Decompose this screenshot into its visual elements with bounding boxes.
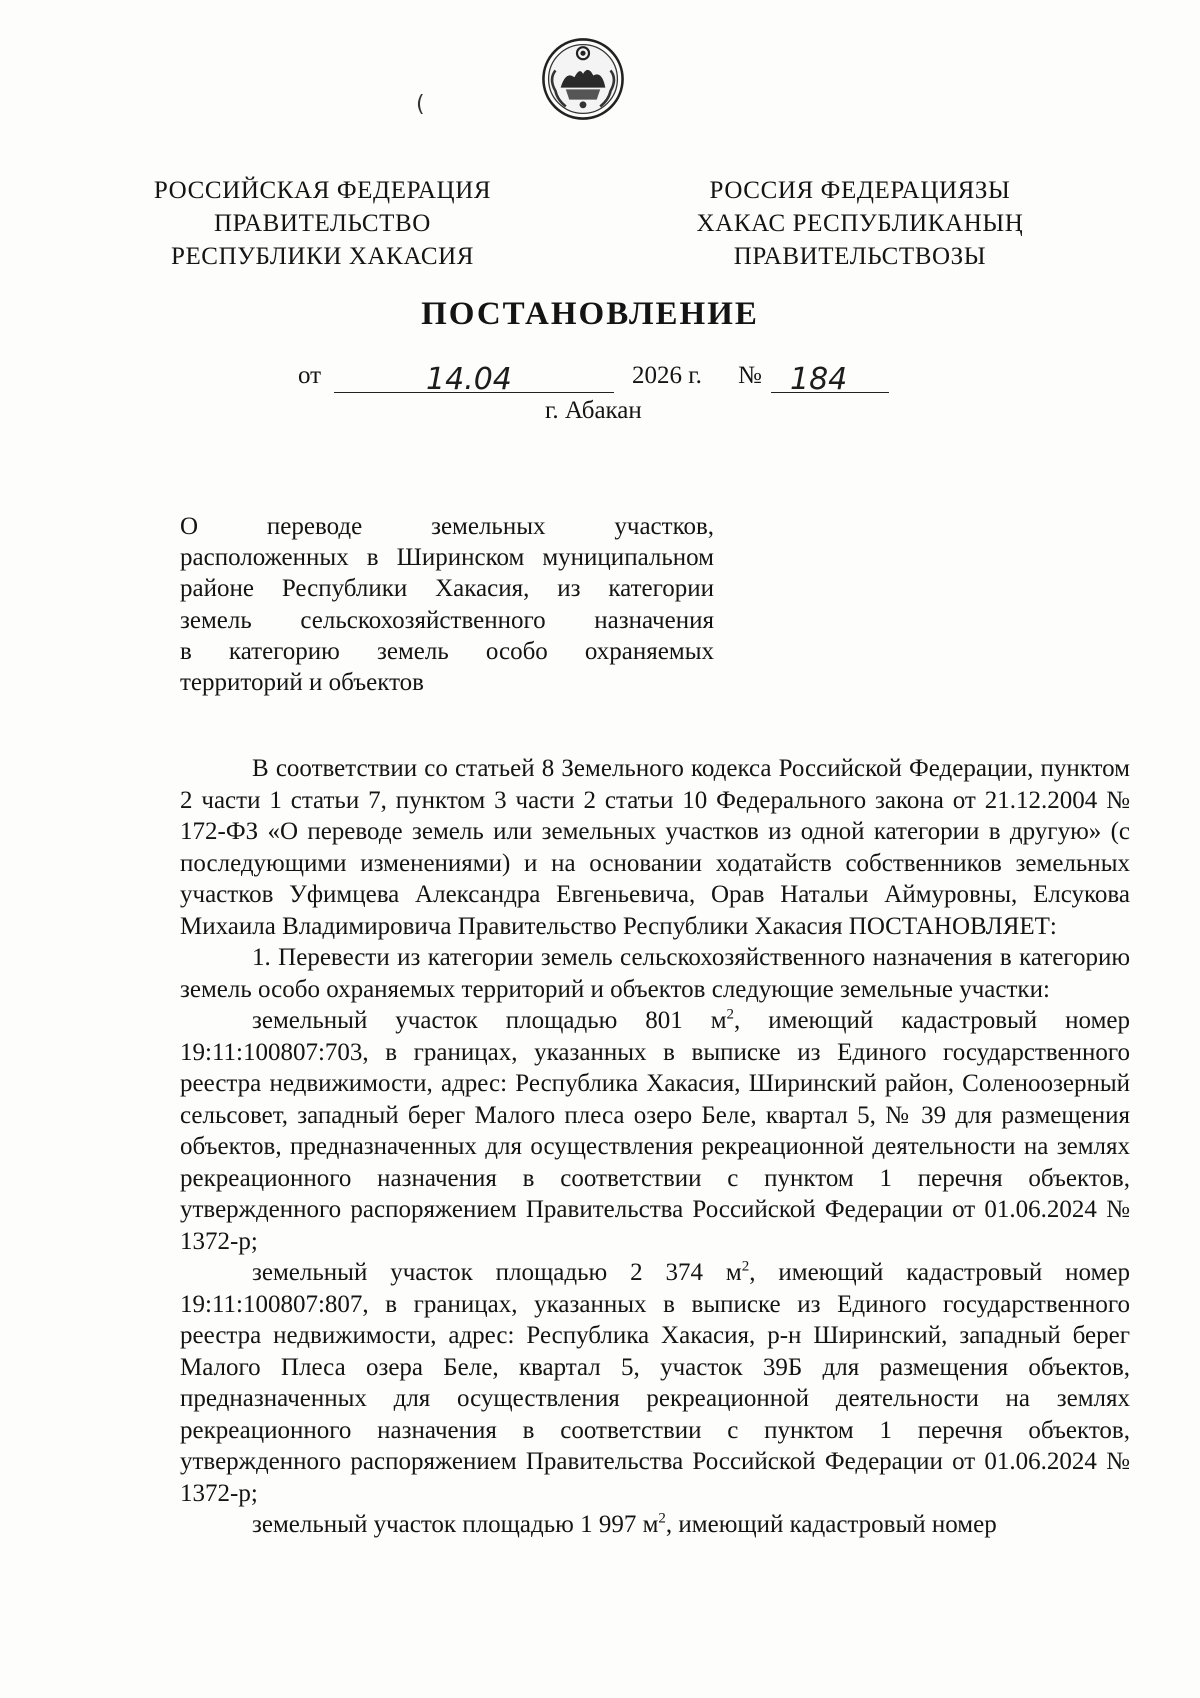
subject-line-1: О переводе земельных участков, [180,513,714,540]
subject-line-4: земель сельскохозяйственного назначения [180,606,714,634]
header-left-block [150,174,495,273]
item-1-paragraph: 1. Перевести из категории земель сельскохозяйственного назначения в категорию земель особо охраняемых территорий и объектов следующие земельные участки: [180,944,1130,1003]
plot-3-area: земельный участок площадью 1 997 м [252,1511,659,1538]
plot-2-area: земельный участок площадью 2 374 м [252,1259,742,1286]
plot-3-details: , имеющий кадастровый номер [665,1511,997,1538]
preamble-paragraph: В соответствии со статьей 8 Земельного кодекса Российской Федерации, пунктом 2 части 1 статьи 7, пунктом 3 части 2 статьи 10 Федерального закона от 21.12.2004 № 172-ФЗ «О переводе земель или земельных участков из одной категории в другую» (с последующими изменениями) и на основании ходатайств собственников земельных участков Уфимцева Александра Евгеньевича, Орав Натальи Аймуровны, Елсукова Михаила Владимировича Правительство Республики Хакасия ПОСТАНОВЛЯЕТ: [180,755,1130,940]
document-body [180,753,1130,1541]
date-line [298,362,918,396]
header-right-line-1: РОССИЯ ФЕДЕРАЦИЯЗЫ [709,177,1011,204]
subject-line-3: районе Республики Хакасия, из категории [180,575,714,603]
stray-pen-mark: ( [416,92,425,117]
handwritten-number: 184 [790,362,848,397]
subject-line-6: территорий и объектов [180,669,424,697]
plot-2-paragraph [180,1257,1130,1509]
subject-line-2: расположенных в Ширинском муниципальном [180,544,714,572]
number-sign: № [738,362,762,389]
plot-1-paragraph [180,1005,1130,1257]
plot-1-area: земельный участок площадью 801 м [252,1007,727,1034]
header-right-block [680,174,1040,273]
subject-block [180,511,714,698]
header-left-line-2: ПРАВИТЕЛЬСТВО [214,210,431,237]
header-right-line-3: ПРАВИТЕЛЬСТВОЗЫ [733,243,987,270]
document-type-title: ПОСТАНОВЛЕНИЕ [421,296,759,332]
city-name: г. Абакан [545,397,642,424]
plot-3-superscript: 2 [658,1510,666,1527]
coat-of-arms-emblem [540,36,626,122]
plot-1-superscript: 2 [726,1006,735,1023]
header-left-line-3: РЕСПУБЛИКИ ХАКАСИЯ [170,243,475,270]
date-year: 2026 г. [632,362,702,389]
plot-2-superscript: 2 [741,1258,750,1275]
date-prefix: от [298,362,322,389]
plot-3-paragraph [180,1509,1130,1541]
header-right-line-2: ХАКАС РЕСПУБЛИКАНЫҢ [696,210,1024,237]
plot-1-details: , имеющий кадастровый номер 19:11:100807:703, в границах, указанных в выписке из Единого государственного реестра недвижимости, адрес: Республика Хакасия, Ширинский район, Соленоозерный сельсовет, западный берег Малого плеса озеро Беле, квартал 5, № 39 для размещения объектов, предназначенных для осуществления рекреационной деятельности на землях рекреационного назначения в соответствии с пунктом 1 перечня объектов, утвержденного распоряжением Правительства Российской Федерации от 01.06.2024 № 1372-р; [180,1007,1130,1255]
subject-line-5: в категорию земель особо охраняемых [180,637,714,665]
handwritten-date: 14.04 [426,362,512,397]
plot-2-details: , имеющий кадастровый номер 19:11:100807:807, в границах, указанных в выписке из Единого государственного реестра недвижимости, адрес: Республика Хакасия, р-н Ширинский, западный берег Малого Плеса озера Беле, квартал 5, участок 39Б для размещения объектов, предназначенных для осуществления рекреационной деятельности на землях рекреационного назначения в соответствии с пунктом 1 перечня объектов, утвержденного распоряжением Правительства Российской Федерации от 01.06.2024 № 1372-р; [180,1259,1130,1507]
header-left-line-1: РОССИЙСКАЯ ФЕДЕРАЦИЯ [153,177,492,204]
